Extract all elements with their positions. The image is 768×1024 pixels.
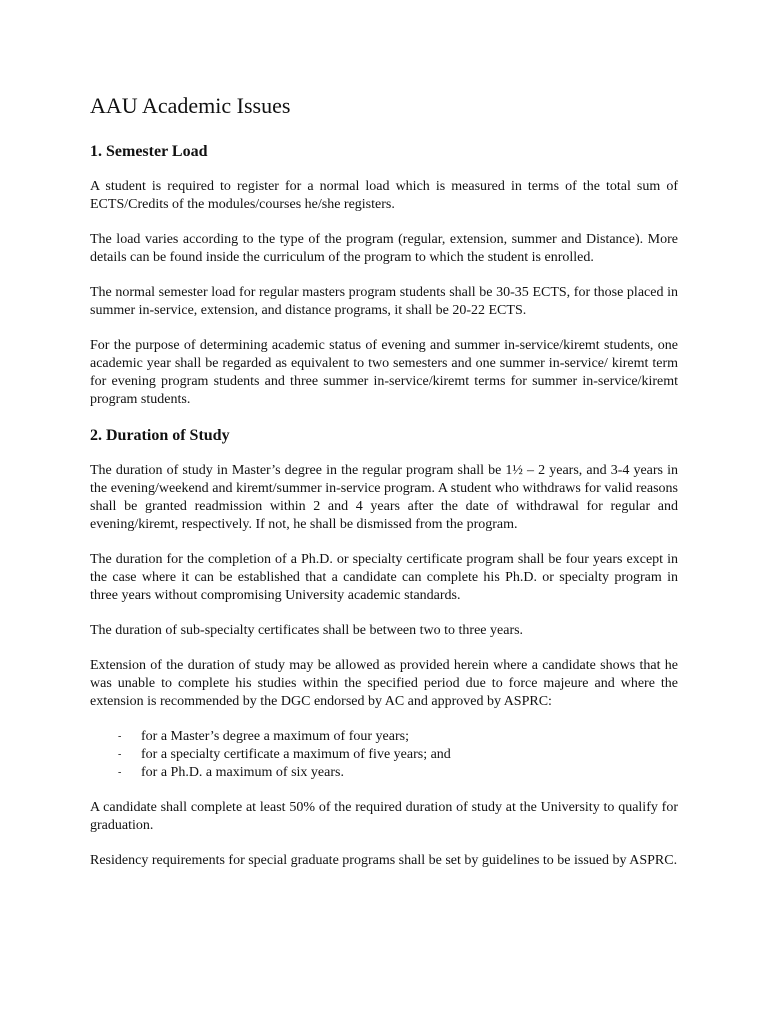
- list-item: [118, 764, 678, 782]
- paragraph: For the purpose of determining academic status of evening and summer in-service/kiremt students, one academic year shall be regarded as equivalent to two semesters and one summer in-service/ kiremt term for evening program students and three summer in-service/kiremt terms for summer in-service/kiremt program students.: [90, 338, 678, 407]
- document-page: [90, 92, 678, 887]
- paragraph: The duration of sub-specialty certificates shall be between two to three years.: [90, 623, 524, 638]
- list-item-text: for a specialty certificate a maximum of five years; and: [141, 747, 451, 762]
- paragraph: Extension of the duration of study may be allowed as provided herein where a candidate shows that he was unable to complete his studies within the specified period due to force majeure and where the extension is recommended by the DGC endorsed by AC and approved by ASPRC:: [90, 658, 678, 709]
- list-item: [118, 728, 678, 746]
- paragraph: The duration for the completion of a Ph.D. or specialty certificate program shall be four years except in the case where it can be established that a candidate can complete his Ph.D. or specialty program in three years without compromising University academic standards.: [90, 552, 678, 603]
- section-heading-semester-load: 1. Semester Load: [90, 143, 208, 160]
- section-heading-text: . Duration of Study: [98, 427, 230, 444]
- bullet-marker: -: [118, 749, 122, 760]
- list-item-text: for a Master’s degree a maximum of four years;: [141, 729, 409, 744]
- paragraph: A student is required to register for a normal load which is measured in terms of the total sum of ECTS/Credits of the modules/courses he/she registers.: [90, 179, 678, 212]
- bullet-marker: -: [118, 731, 122, 742]
- paragraph: The normal semester load for regular masters program students shall be 30-35 ECTS, for those placed in summer in-service, extension, and distance programs, it shall be 20-22 ECTS.: [90, 285, 678, 318]
- bullet-marker: -: [118, 767, 122, 778]
- list-item-text: for a Ph.D. a maximum of six years.: [141, 765, 344, 780]
- paragraph: The duration of study in Master’s degree in the regular program shall be 1½ – 2 years, and 3-4 years in the evening/weekend and kiremt/summer in-service program. A student who withdraws for valid reasons shall be granted readmission within 2 and 4 years after the date of withdrawal for regular and evening/kiremt, respectively. If not, he shall be dismissed from the program.: [90, 463, 678, 532]
- section-heading-duration-of-study: [90, 426, 678, 446]
- paragraph: Residency requirements for special graduate programs shall be set by guidelines to be issued by ASPRC.: [90, 853, 678, 868]
- section-number: 2: [90, 427, 98, 444]
- document-title: AAU Academic Issues: [90, 93, 291, 118]
- extension-limits-list: [90, 728, 678, 782]
- paragraph: A candidate shall complete at least 50% of the required duration of study at the University to qualify for graduation.: [90, 800, 678, 833]
- list-item: [118, 746, 678, 764]
- paragraph: The load varies according to the type of the program (regular, extension, summer and Distance). More details can be found inside the curriculum of the program to which the student is enrolled.: [90, 232, 678, 265]
